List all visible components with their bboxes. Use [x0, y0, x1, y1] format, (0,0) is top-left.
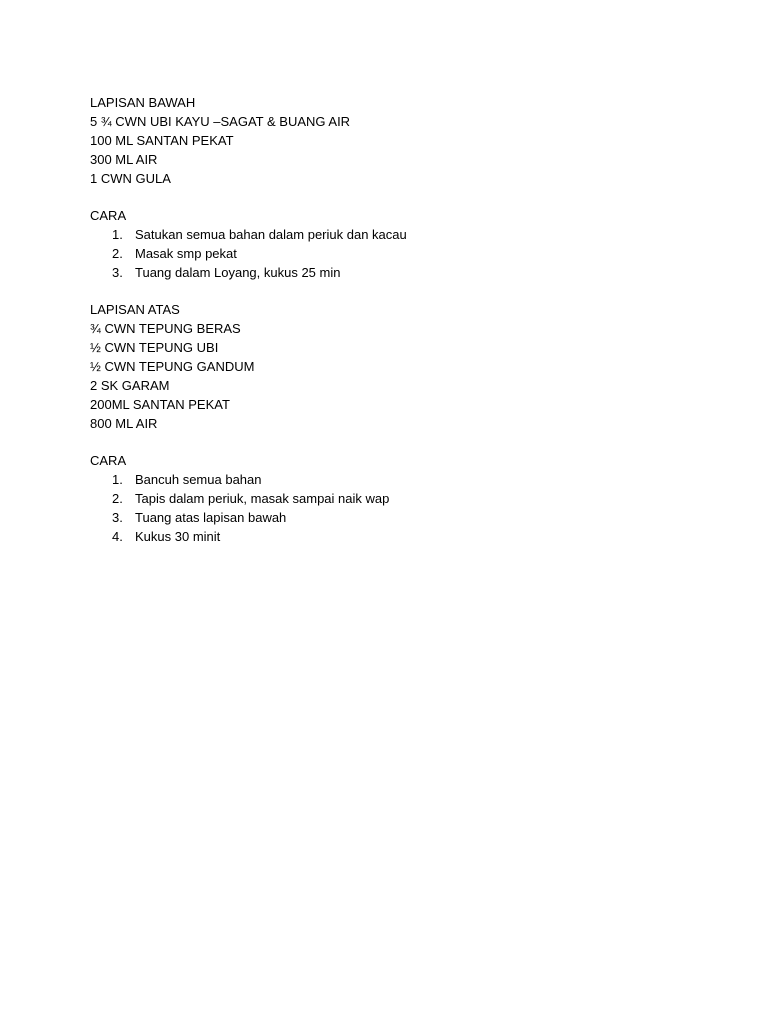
spacer	[90, 282, 710, 300]
step-text: Satukan semua bahan dalam periuk dan kacau	[135, 227, 407, 242]
spacer	[90, 433, 710, 451]
ingredient-line: ½ CWN TEPUNG UBI	[90, 340, 219, 355]
ingredient-line: ¾ CWN TEPUNG BERAS	[90, 321, 241, 336]
top-layer-steps	[90, 470, 710, 546]
step-item	[90, 263, 710, 282]
step-item	[90, 527, 710, 546]
step-item	[90, 470, 710, 489]
ingredient-line: 1 CWN GULA	[90, 171, 171, 186]
step-text: Kukus 30 minit	[135, 529, 221, 544]
method-heading: CARA	[90, 453, 127, 468]
ingredient-line: ½ CWN TEPUNG GANDUM	[90, 359, 255, 374]
step-text: Tuang atas lapisan bawah	[135, 510, 287, 525]
bottom-layer-steps	[90, 225, 710, 282]
step-text: Tuang dalam Loyang, kukus 25 min	[135, 265, 341, 280]
ingredient-line: 100 ML SANTAN PEKAT	[90, 133, 234, 148]
step-number: 3.	[112, 510, 123, 525]
step-text: Tapis dalam periuk, masak sampai naik wap	[135, 491, 390, 506]
step-number: 3.	[112, 265, 123, 280]
step-item	[90, 244, 710, 263]
step-number: 1.	[112, 227, 123, 242]
step-text: Bancuh semua bahan	[135, 472, 262, 487]
step-number: 4.	[112, 529, 123, 544]
top-layer-heading: LAPISAN ATAS	[90, 302, 180, 317]
ingredient-line: 200ML SANTAN PEKAT	[90, 397, 230, 412]
step-item	[90, 225, 710, 244]
method-heading: CARA	[90, 208, 127, 223]
step-text: Masak smp pekat	[135, 246, 237, 261]
spacer	[90, 188, 710, 206]
ingredient-line: 800 ML AIR	[90, 416, 158, 431]
step-item	[90, 489, 710, 508]
ingredient-line: 2 SK GARAM	[90, 378, 170, 393]
step-number: 2.	[112, 246, 123, 261]
ingredient-line: 300 ML AIR	[90, 152, 158, 167]
ingredient-line: 5 ¾ CWN UBI KAYU –SAGAT & BUANG AIR	[90, 114, 351, 129]
step-item	[90, 508, 710, 527]
bottom-layer-heading: LAPISAN BAWAH	[90, 95, 196, 110]
step-number: 2.	[112, 491, 123, 506]
recipe-document	[90, 93, 710, 546]
step-number: 1.	[112, 472, 123, 487]
